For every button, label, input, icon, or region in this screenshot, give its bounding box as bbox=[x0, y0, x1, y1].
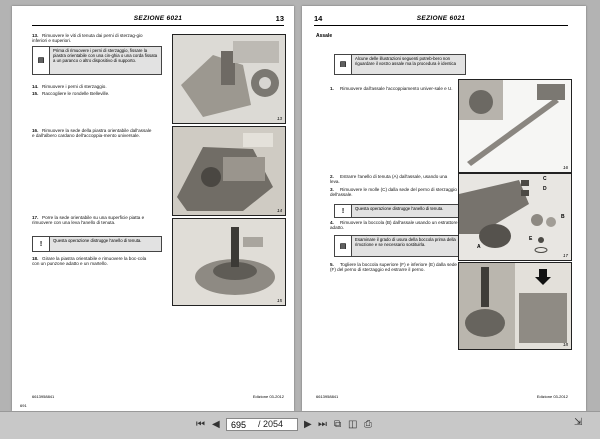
section-title: SEZIONE 6021 bbox=[416, 15, 466, 22]
footer-page: 691 bbox=[20, 403, 27, 408]
page-number-input[interactable]: 695 bbox=[226, 418, 298, 431]
pages-icon[interactable]: ◫ bbox=[348, 419, 358, 430]
book-icon: ▤ bbox=[335, 55, 352, 74]
info-note-2: ▤ Esaminare il grado di usura della boccola prima della rimozione e se necessario sostituirla. bbox=[334, 235, 460, 257]
copy-icon[interactable]: ⧉ bbox=[334, 419, 342, 430]
figure-14: 14 bbox=[172, 126, 286, 216]
first-page-icon[interactable]: ⏮ bbox=[196, 419, 205, 430]
label-C: C bbox=[543, 176, 547, 182]
step-13: 13. Rimuovere le viti di tenuta dai perni di sterzag-gio inferiori e superiori. bbox=[32, 33, 143, 44]
step-15: 15. Raccogliere le rondelle Belleville. bbox=[32, 91, 110, 96]
left-page bbox=[12, 6, 294, 411]
hub-photo bbox=[173, 35, 285, 123]
print-icon[interactable]: ⎙ bbox=[364, 419, 372, 430]
pdf-toolbar bbox=[0, 411, 600, 439]
step-3: 3. Rimuovere le molle (C) dalla sede del perno di sterzaggio dell'assale. bbox=[330, 187, 457, 198]
step-18: 18. Girare la piastra orientabile e rimuovere la boc-cola con un punzone adatto e un martello. bbox=[32, 256, 147, 267]
footer-edition: Edizione 03-2012 bbox=[536, 394, 568, 399]
step-17: 17. Porre la sede orientabile su una superficie piatta e rimuovere con una leva l'anello di tenuta. bbox=[32, 215, 145, 226]
figure-16: 16 bbox=[458, 79, 572, 173]
warning-note: ! Questa operazione distrugge l'anello di tenuta. bbox=[334, 204, 460, 218]
page-header bbox=[314, 15, 568, 26]
warning-icon: ! bbox=[33, 237, 50, 251]
housing-photo bbox=[173, 127, 285, 215]
step-2: 2. Estrarre l'anello di tenuta (A) dall'assale, usando una leva. bbox=[330, 174, 448, 185]
book-icon: ▤ bbox=[33, 47, 50, 74]
prev-page-icon[interactable]: ◀ bbox=[212, 419, 220, 430]
page-number: 14 bbox=[314, 14, 323, 23]
figure-17: C D B E A 17 bbox=[458, 173, 572, 261]
book-icon: ▤ bbox=[335, 236, 352, 256]
page-number: 13 bbox=[275, 14, 284, 23]
right-page bbox=[302, 6, 586, 411]
warning-icon: ! bbox=[335, 205, 352, 217]
step-5: 5. Togliere la boccola superiore (F) e inferiore (E) dalla sede (F) del perno di sterzaggio ed estrarre il perno. bbox=[330, 262, 457, 273]
section-title: SEZIONE 6021 bbox=[133, 15, 183, 22]
warning-note: ! Questa operazione distrugge l'anello di tenuta. bbox=[32, 236, 162, 252]
info-note: ▤ Alcune delle illustrazioni seguenti potreb-bero non riguardare il vostro assale ma la procedura è identica bbox=[334, 54, 466, 75]
page-header bbox=[32, 15, 284, 26]
label-B: B bbox=[561, 214, 565, 220]
figure-13: 13 bbox=[172, 34, 286, 124]
step-14: 14. Rimuovere i perni di sterzaggio. bbox=[32, 84, 107, 89]
chapter-title: Assale bbox=[316, 33, 333, 39]
page-total: / 2054 bbox=[258, 419, 284, 429]
step-1: 1. Rimuovere dall'assale l'accoppiamento univer-sale e U. bbox=[330, 86, 453, 91]
figure-18: 18 bbox=[458, 262, 572, 350]
label-E: E bbox=[529, 236, 533, 242]
axle-parts-photo bbox=[459, 174, 571, 260]
step-4: 4. Rimuovere la boccola (B) dall'assale usando un estrattore adatto. bbox=[330, 220, 458, 231]
bushing-photo bbox=[173, 219, 285, 305]
shaft-photo bbox=[459, 80, 571, 172]
footer-code: 6613958841 bbox=[32, 394, 55, 399]
info-note: ▤ Prima di rimuovere i perni di sterzaggio, fissare la piastra orientabile con una cin-ghia o una corda fissata a un paranco o altro dispositivo di supporto. bbox=[32, 46, 162, 75]
footer-code: 6613958841 bbox=[316, 394, 339, 399]
label-D: D bbox=[543, 186, 547, 192]
footer-edition: Edizione 03-2012 bbox=[252, 394, 284, 399]
last-page-icon[interactable]: ⏭ bbox=[318, 419, 327, 430]
figure-15: 15 bbox=[172, 218, 286, 306]
next-page-icon[interactable]: ▶ bbox=[304, 419, 312, 430]
step-16: 16. Rimuovere la sede della piastra orientabile dall'assale e dall'albero cardano dell'accoppia-mento universale. bbox=[32, 128, 152, 139]
label-A: A bbox=[477, 244, 481, 250]
expand-icon[interactable]: ⇲ bbox=[574, 417, 583, 428]
puller-photo bbox=[459, 263, 571, 349]
